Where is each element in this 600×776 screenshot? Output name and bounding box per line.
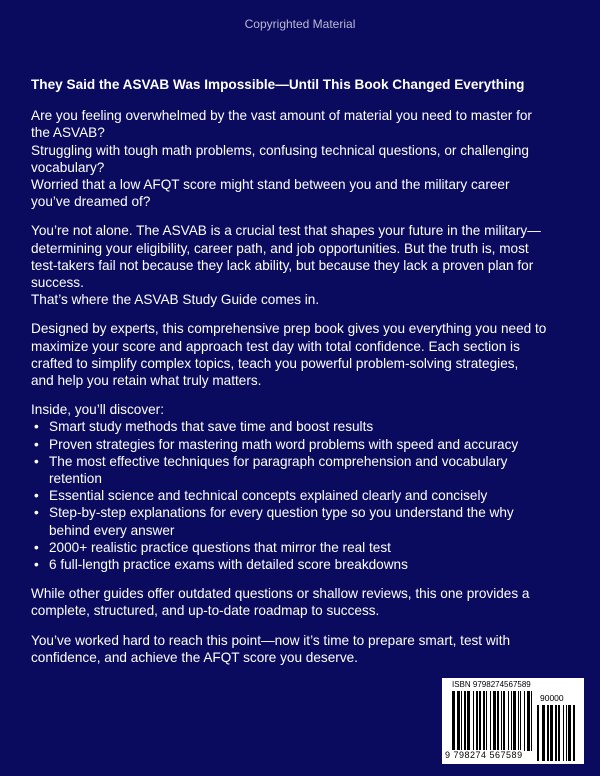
barcode-bar [555, 705, 557, 761]
list-item [31, 539, 581, 556]
isbn-label: ISBN 9798274567589 [452, 680, 531, 689]
barcode-bar [537, 705, 539, 761]
text-line: vocabulary? [31, 159, 105, 175]
barcode-bar [503, 691, 505, 751]
barcode-bar [483, 691, 485, 751]
text-line: you’ve dreamed of? [31, 194, 151, 210]
barcode-bar [513, 691, 516, 751]
text-line: While other guides offer outdated questions or shallow reviews, this one provides a [31, 586, 530, 602]
list-item [31, 453, 581, 487]
barcode-bar [473, 691, 474, 751]
text-line: That’s where the ASVAB Study Guide comes in. [31, 292, 320, 308]
paragraph [31, 107, 581, 210]
barcode-bar [457, 691, 460, 751]
barcode-bar [490, 691, 491, 751]
barcode-addon-bars [537, 705, 577, 761]
list-item-text: 2000+ realistic practice questions that mirror the real test [49, 539, 391, 555]
bullet-icon: • [34, 539, 39, 555]
list-item [31, 487, 581, 504]
text-line: test-takers fail not because they lack ability, but because they lack a proven plan for [31, 257, 534, 273]
text-line: Are you feeling overwhelmed by the vast amount of material you need to master for [31, 108, 532, 124]
list-item-text: behind every answer [49, 522, 175, 538]
barcode-bar [486, 691, 487, 751]
bullet-icon: • [34, 453, 39, 469]
barcode-bar [508, 691, 509, 751]
text-line: You’re not alone. The ASVAB is a crucial test that shapes your future in the military— [31, 223, 541, 239]
list-item-text: retention [49, 471, 102, 487]
list-item [31, 436, 581, 453]
text-line: confidence, and achieve the AFQT score you deserve. [31, 649, 358, 665]
barcode-bar [563, 705, 564, 761]
list-item-text: Smart study methods that save time and boost results [49, 419, 374, 435]
paragraph [31, 632, 581, 666]
list-item-text: Proven strategies for mastering math word problems with speed and accuracy [49, 436, 519, 452]
copyright-notice: Copyrighted Material [244, 17, 356, 31]
headline: They Said the ASVAB Was Impossible—Until This Book Changed Everything [31, 77, 525, 92]
list-item-text: Step-by-step explanations for every question type so you understand the why [49, 505, 514, 521]
barcode-bar [479, 691, 481, 751]
barcode-bar [476, 691, 478, 751]
text-line: and help you retain what truly matters. [31, 373, 262, 389]
list-item [31, 556, 581, 573]
text-line: You’ve worked hard to reach this point—now it’s time to prepare smart, test with [31, 632, 511, 648]
barcode-bar [524, 691, 525, 751]
barcode-bar [511, 691, 512, 751]
text-line: Designed by experts, this comprehensive prep book gives you everything you need to [31, 321, 547, 337]
barcode-bar [497, 691, 499, 751]
bullet-icon: • [34, 419, 39, 435]
barcode-bar [566, 705, 567, 761]
barcode-bar [542, 705, 545, 761]
bullet-icon: • [34, 488, 39, 504]
text-line: determining your eligibility, career path, and job opportunities. But the truth is, most [31, 240, 529, 256]
list-item-text: Essential science and technical concepts explained clearly and concisely [49, 488, 488, 504]
barcode-bar [501, 691, 502, 751]
barcode-bar [452, 691, 455, 751]
barcode-bar [464, 691, 466, 751]
text-line: Worried that a low AFQT score might stand between you and the military career [31, 177, 510, 193]
list-item [31, 418, 581, 435]
barcode-bar [520, 691, 521, 751]
list-item [31, 504, 581, 538]
price-code: 90000 [540, 693, 564, 703]
feature-list [31, 401, 581, 573]
list-intro: Inside, you’ll discover: [31, 402, 164, 418]
text-line: crafted to simplify complex topics, teach you powerful problem-solving strategies, [31, 355, 519, 371]
barcode-bar [518, 691, 519, 751]
text-line: maximize your score and approach test day with total confidence. Each section is [31, 338, 520, 354]
barcode-bar [493, 691, 496, 751]
barcode-bar [467, 691, 470, 751]
list-item-text: The most effective techniques for paragraph comprehension and vocabulary [49, 453, 508, 469]
barcode-bar [531, 691, 532, 751]
barcode-bar [573, 705, 575, 761]
barcode-bar [558, 705, 560, 761]
text-line: Struggling with tough math problems, confusing technical questions, or challenging [31, 142, 529, 158]
paragraph [31, 320, 581, 389]
text-line: the ASVAB? [31, 125, 105, 141]
list-item-text: 6 full-length practice exams with detailed score breakdowns [49, 557, 408, 573]
barcode-digits: 9 798274 567589 [445, 750, 523, 760]
text-line: complete, structured, and up-to-date roadmap to success. [31, 603, 380, 619]
back-cover-text [31, 76, 581, 678]
bullet-icon: • [34, 557, 39, 573]
paragraph [31, 585, 581, 619]
text-line: success. [31, 275, 84, 291]
bullet-icon: • [34, 436, 39, 452]
barcode-bar [547, 705, 549, 761]
barcode-bar [527, 691, 530, 751]
barcode-bar [461, 691, 462, 751]
paragraph [31, 222, 581, 308]
barcode-bar [550, 705, 553, 761]
isbn-barcode [442, 678, 584, 764]
barcode-bar [568, 705, 571, 761]
bullet-icon: • [34, 505, 39, 521]
